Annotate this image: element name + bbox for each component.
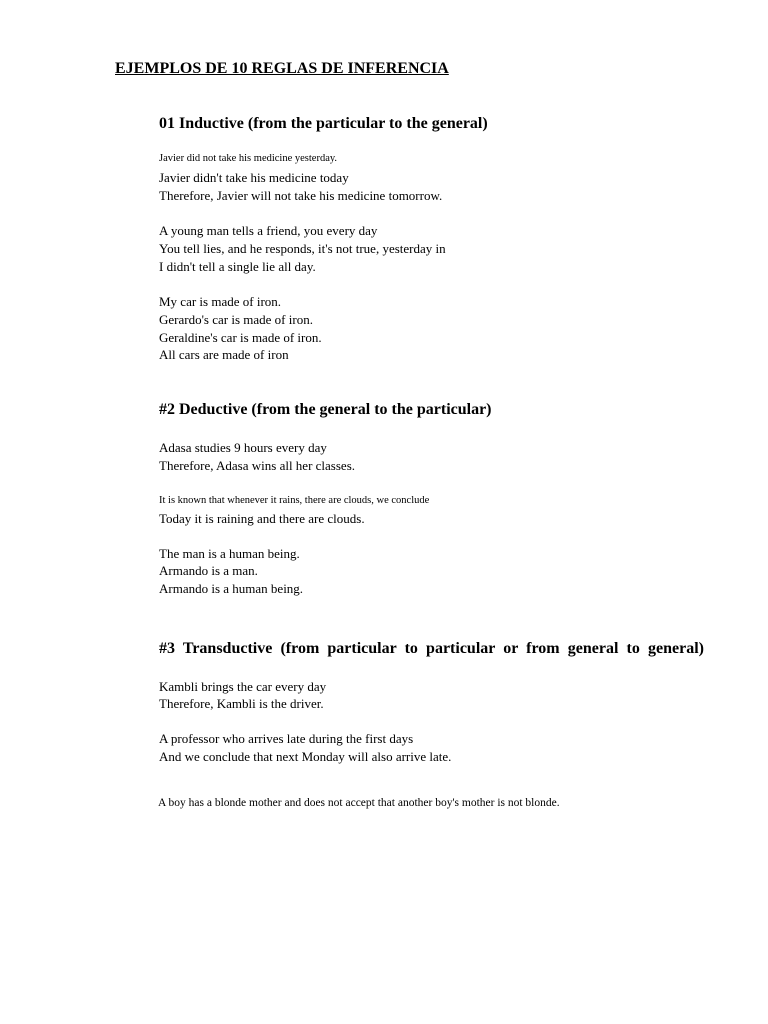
example-line: I didn't tell a single lie all day. xyxy=(159,259,316,274)
example-line: My car is made of iron. xyxy=(159,294,282,309)
example-line: All cars are made of iron xyxy=(159,347,289,362)
document-title: EJEMPLOS DE 10 REGLAS DE INFERENCIA xyxy=(115,60,449,77)
section-heading-inductive: 01 Inductive (from the particular to the general) xyxy=(159,115,488,132)
example-line: A young man tells a friend, you every day xyxy=(159,223,378,238)
example-line: Armando is a human being. xyxy=(159,581,304,596)
example-line: Today it is raining and there are clouds. xyxy=(159,511,365,526)
example-line: A professor who arrives late during the first days xyxy=(159,731,414,746)
example-line: Adasa studies 9 hours every day xyxy=(159,440,327,455)
example-line: The man is a human being. xyxy=(159,546,300,561)
example-line: Kambli brings the car every day xyxy=(159,679,327,694)
example-line: Gerardo's car is made of iron. xyxy=(159,312,313,327)
example-line: And we conclude that next Monday will also arrive late. xyxy=(159,749,452,764)
section-heading-deductive: #2 Deductive (from the general to the particular) xyxy=(159,401,492,418)
example-line: Therefore, Adasa wins all her classes. xyxy=(159,458,356,473)
example-line: It is known that whenever it rains, there are clouds, we conclude xyxy=(159,495,430,506)
example-line: Therefore, Javier will not take his medicine tomorrow. xyxy=(159,188,443,203)
example-line: Armando is a man. xyxy=(159,563,258,578)
example-line: Javier did not take his medicine yesterday. xyxy=(159,153,338,164)
example-line: Geraldine's car is made of iron. xyxy=(159,330,322,345)
example-line: Therefore, Kambli is the driver. xyxy=(159,696,324,711)
section-heading-transductive: #3 Transductive (from particular to particular or from general to general) xyxy=(159,640,704,657)
example-line: Javier didn't take his medicine today xyxy=(159,170,349,185)
example-line: You tell lies, and he responds, it's not true, yesterday in xyxy=(159,241,446,256)
example-line: A boy has a blonde mother and does not accept that another boy's mother is not blonde. xyxy=(158,797,560,809)
